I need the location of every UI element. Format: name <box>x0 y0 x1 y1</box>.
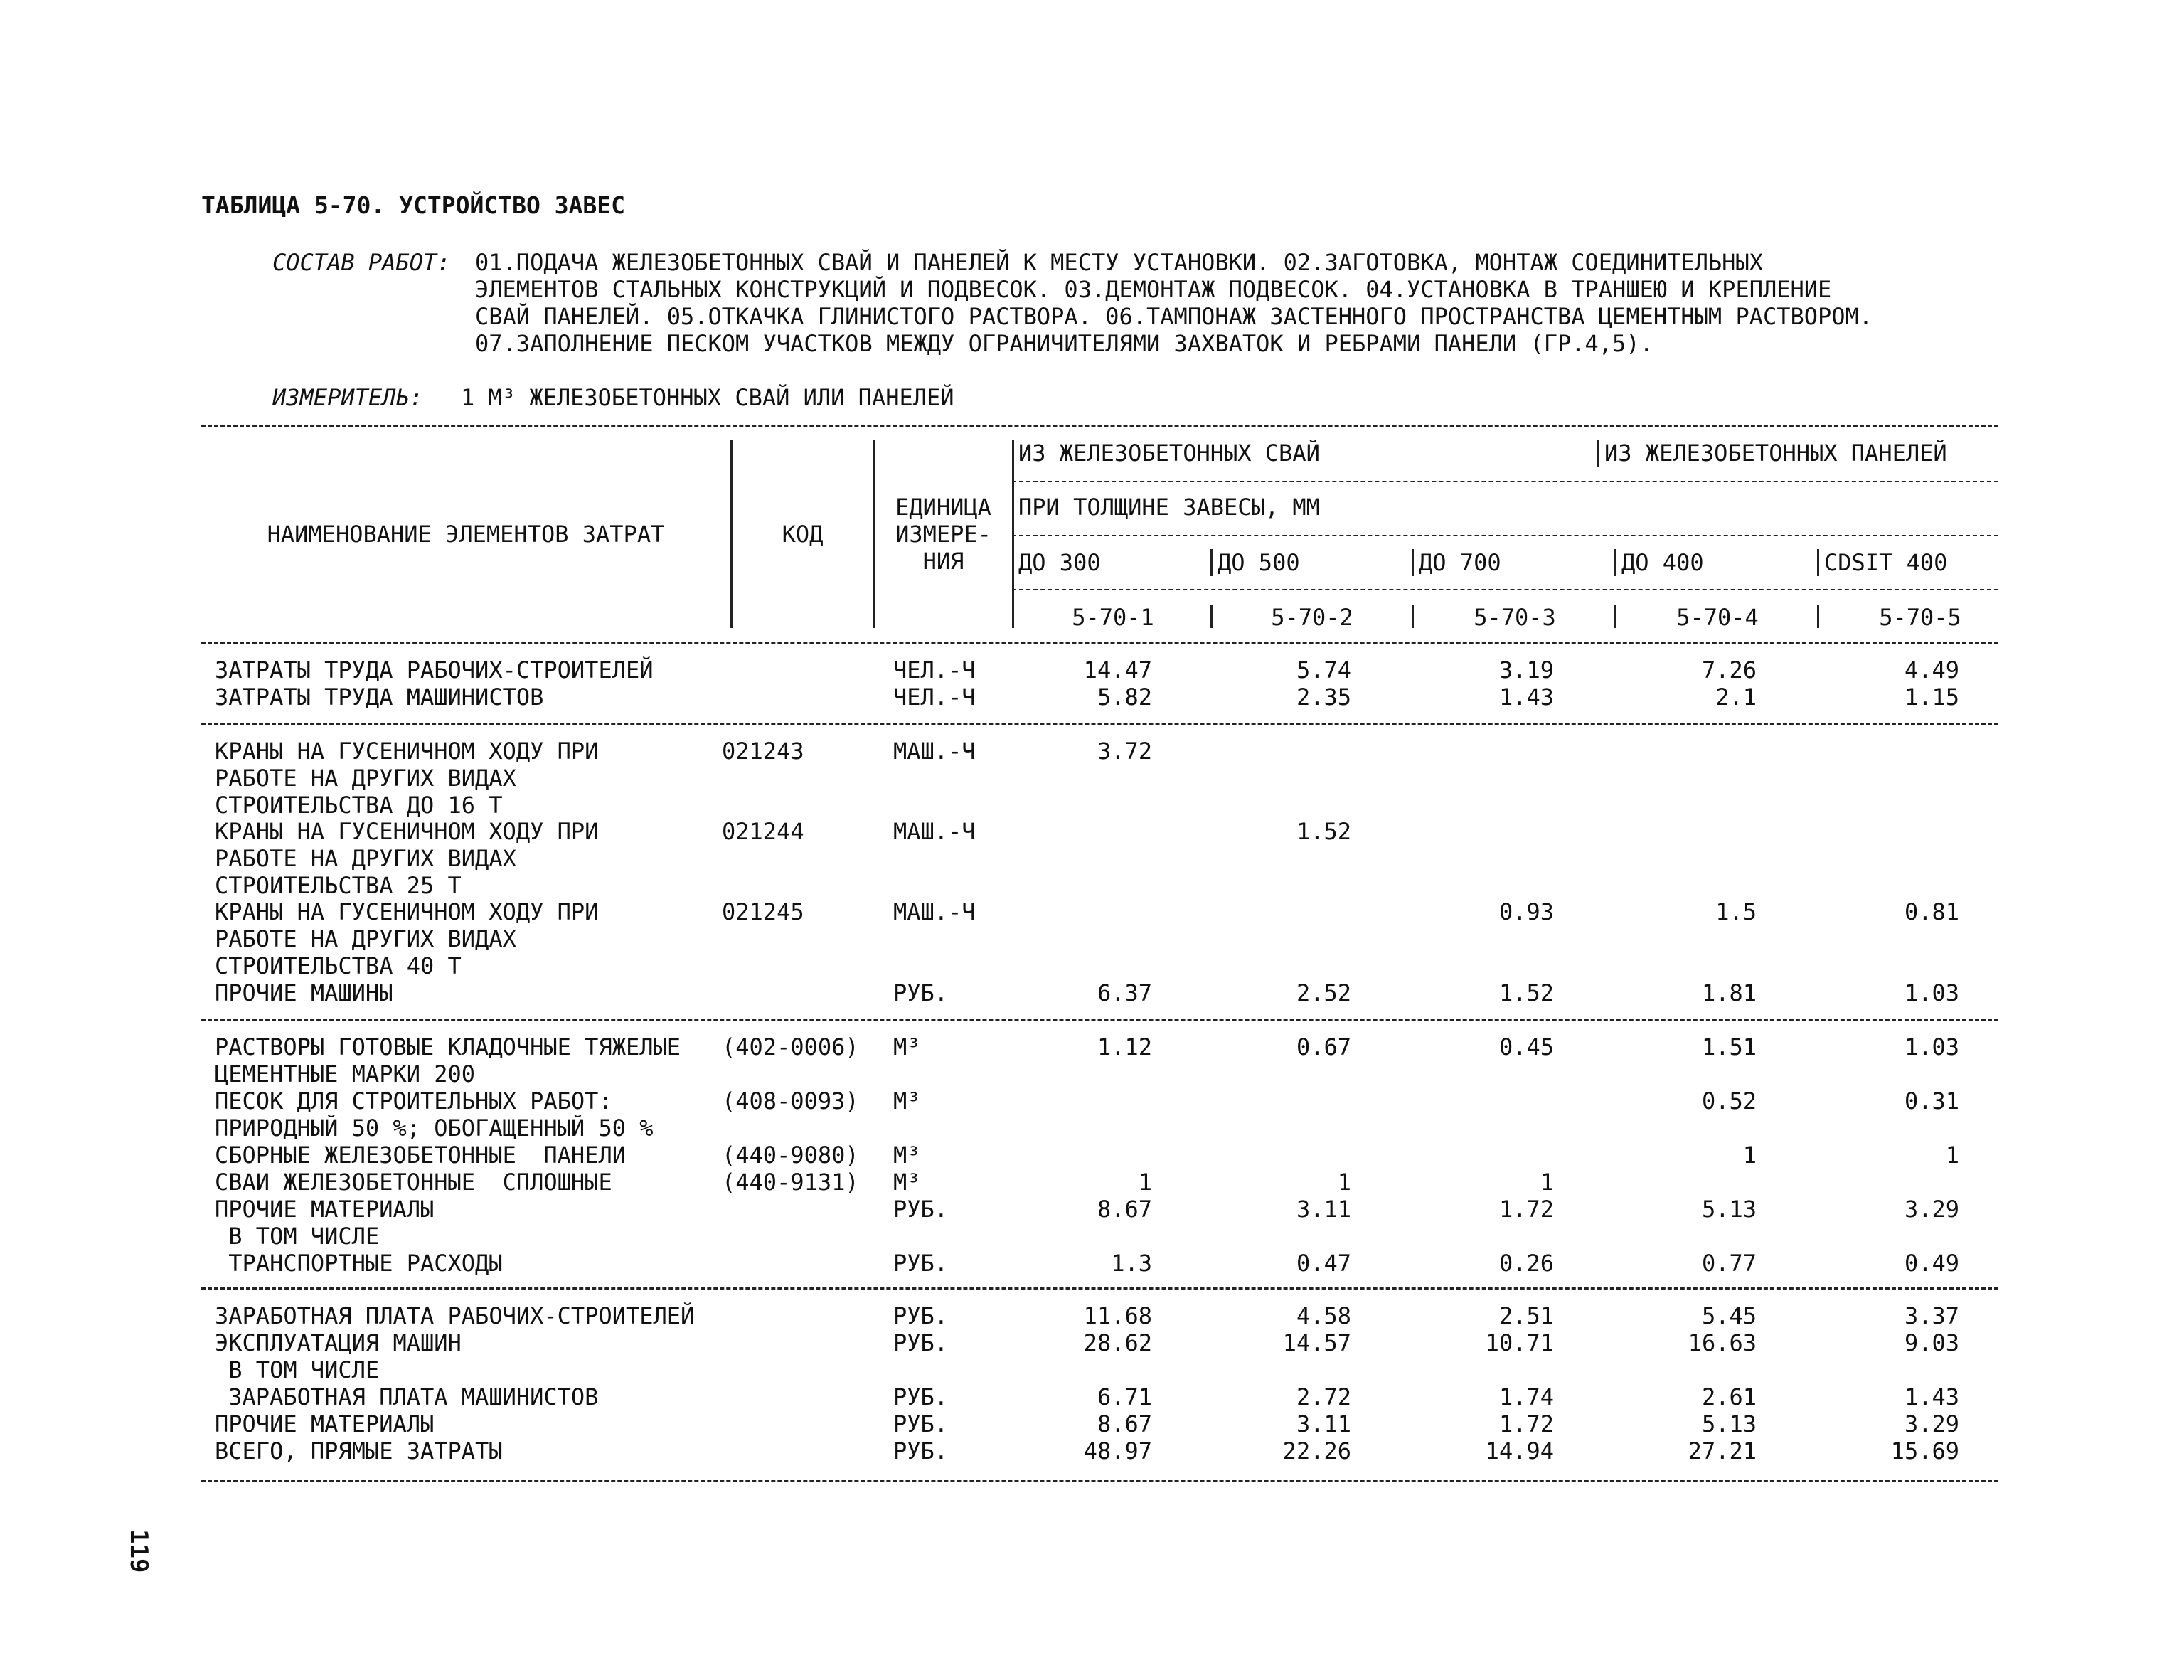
table-top-rule <box>201 425 1998 427</box>
row-unit: РУБ. <box>893 1250 949 1277</box>
header-bottom-rule <box>201 642 1998 644</box>
header-rule <box>1012 481 1998 482</box>
row-value: 1.12 <box>1097 1033 1152 1060</box>
row-value: 14.57 <box>1282 1329 1351 1356</box>
row-name: КРАНЫ НА ГУСЕНИЧНОМ ХОДУ ПРИ <box>215 818 599 845</box>
header-code: 5-70-4 <box>1676 604 1759 631</box>
row-name: В ТОМ ЧИСЛЕ <box>215 1223 380 1250</box>
row-name: ПРОЧИЕ МАТЕРИАЛЫ <box>215 1410 435 1437</box>
row-value: 2.1 <box>1715 684 1757 711</box>
row-value: 6.71 <box>1097 1383 1152 1410</box>
row-value: 0.52 <box>1701 1088 1757 1115</box>
row-value: 0.67 <box>1296 1033 1351 1060</box>
column-divider <box>1012 440 1014 628</box>
row-value: 1 <box>1138 1169 1152 1196</box>
row-value: 0.49 <box>1904 1250 1959 1277</box>
row-name: ТРАНСПОРТНЫЕ РАСХОДЫ <box>215 1250 503 1277</box>
row-value: 2.51 <box>1498 1302 1554 1329</box>
row-value: 16.63 <box>1688 1329 1757 1356</box>
column-divider <box>1412 549 1414 576</box>
row-value: 1.5 <box>1715 898 1757 925</box>
row-value: 3.29 <box>1904 1196 1959 1223</box>
row-value: 3.19 <box>1498 656 1554 684</box>
header-code: 5-70-2 <box>1271 604 1353 631</box>
row-value: 14.94 <box>1485 1437 1554 1464</box>
header-thickness: ПРИ ТОЛЩИНЕ ЗАВЕСЫ, ММ <box>1018 494 1320 521</box>
row-value: 28.62 <box>1083 1329 1152 1356</box>
row-value: 22.26 <box>1282 1437 1351 1464</box>
row-value: 4.49 <box>1904 656 1959 684</box>
header-subcolumn: ДО 500 <box>1218 549 1300 576</box>
row-value: 2.72 <box>1296 1383 1351 1410</box>
row-code: 021244 <box>722 818 804 845</box>
row-name: СТРОИТЕЛЬСТВА ДО 16 Т <box>215 792 503 819</box>
column-divider <box>1817 605 1819 628</box>
row-value: 5.13 <box>1701 1196 1757 1223</box>
row-value: 8.67 <box>1097 1410 1152 1437</box>
row-name: В ТОМ ЧИСЛЕ <box>215 1356 380 1383</box>
row-value: 48.97 <box>1083 1437 1152 1464</box>
row-value: 0.31 <box>1904 1088 1959 1115</box>
row-name: РАСТВОРЫ ГОТОВЫЕ КЛАДОЧНЫЕ ТЯЖЕЛЫЕ <box>215 1033 681 1060</box>
composition-label: СОСТАВ РАБОТ: <box>272 249 451 276</box>
row-value: 1.43 <box>1498 684 1554 711</box>
row-value: 1 <box>1742 1142 1757 1169</box>
row-code: (440-9131) <box>722 1169 859 1196</box>
row-name: ПЕСОК ДЛЯ СТРОИТЕЛЬНЫХ РАБОТ: <box>215 1088 612 1115</box>
row-value: 5.45 <box>1701 1302 1757 1329</box>
header-subcolumn: ДО 300 <box>1018 549 1101 576</box>
row-value: 15.69 <box>1890 1437 1959 1464</box>
row-unit: М³ <box>893 1088 921 1115</box>
row-value: 1.72 <box>1498 1410 1554 1437</box>
row-value: 2.61 <box>1701 1383 1757 1410</box>
row-name: РАБОТЕ НА ДРУГИХ ВИДАХ <box>215 845 516 872</box>
header-code: 5-70-5 <box>1879 604 1961 631</box>
column-divider <box>1817 549 1819 576</box>
measure-label: ИЗМЕРИТЕЛЬ: <box>272 384 423 411</box>
row-value: 1 <box>1337 1169 1351 1196</box>
row-value: 1.03 <box>1904 1033 1959 1060</box>
table-title: ТАБЛИЦА 5-70. УСТРОЙСТВО ЗАВЕС <box>201 191 626 219</box>
row-value: 1.52 <box>1296 818 1351 845</box>
header-rule <box>1012 589 1998 590</box>
row-value: 0.81 <box>1904 898 1959 925</box>
header-unit-column: ИЗМЕРЕ- <box>895 521 991 548</box>
row-unit: РУБ. <box>893 1329 949 1356</box>
row-value: 1.3 <box>1111 1250 1152 1277</box>
row-value: 1.72 <box>1498 1196 1554 1223</box>
row-name: СВАИ ЖЕЛЕЗОБЕТОННЫЕ СПЛОШНЫЕ <box>215 1169 612 1196</box>
row-value: 5.82 <box>1097 684 1152 711</box>
row-value: 1.03 <box>1904 979 1959 1006</box>
section-rule <box>201 1287 1998 1290</box>
row-name: КРАНЫ НА ГУСЕНИЧНОМ ХОДУ ПРИ <box>215 898 599 925</box>
row-value: 14.47 <box>1083 656 1152 684</box>
section-rule <box>201 1019 1998 1021</box>
row-name: СТРОИТЕЛЬСТВА 40 Т <box>215 952 462 979</box>
header-code: 5-70-3 <box>1474 604 1556 631</box>
row-code: (402-0006) <box>722 1033 859 1060</box>
row-value: 1 <box>1540 1169 1554 1196</box>
row-value: 9.03 <box>1904 1329 1959 1356</box>
row-value: 3.29 <box>1904 1410 1959 1437</box>
row-value: 0.47 <box>1296 1250 1351 1277</box>
composition-line: 01.ПОДАЧА ЖЕЛЕЗОБЕТОННЫХ СВАЙ И ПАНЕЛЕЙ К МЕСТУ УСТАНОВКИ. 02.ЗАГОТОВКА, МОНТАЖ СОЕДИНИТЕЛЬНЫХ <box>475 249 1763 276</box>
row-value: 3.11 <box>1296 1196 1351 1223</box>
row-unit: РУБ. <box>893 1302 949 1329</box>
row-name: ЭКСПЛУАТАЦИЯ МАШИН <box>215 1329 462 1356</box>
row-name: ЦЕМЕНТНЫЕ МАРКИ 200 <box>215 1060 476 1088</box>
row-value: 0.45 <box>1498 1033 1554 1060</box>
row-unit: МАШ.-Ч <box>893 818 976 845</box>
header-subcolumn: ДО 400 <box>1621 549 1704 576</box>
header-subcolumn: ДО 700 <box>1419 549 1501 576</box>
row-value: 10.71 <box>1485 1329 1554 1356</box>
row-unit: М³ <box>893 1033 921 1060</box>
row-name: РАБОТЕ НА ДРУГИХ ВИДАХ <box>215 925 516 952</box>
row-name: ПРОЧИЕ МАТЕРИАЛЫ <box>215 1196 435 1223</box>
row-name: ПРИРОДНЫЙ 50 %; ОБОГАЩЕННЫЙ 50 % <box>215 1115 654 1142</box>
row-value: 1.51 <box>1701 1033 1757 1060</box>
row-value: 1.15 <box>1904 684 1959 711</box>
row-value: 1.52 <box>1498 979 1554 1006</box>
header-code: 5-70-1 <box>1072 604 1154 631</box>
header-code-column: КОД <box>782 521 824 548</box>
header-subcolumn: CDSIT 400 <box>1824 549 1948 576</box>
header-unit-column: ЕДИНИЦА <box>895 494 991 521</box>
row-unit: М³ <box>893 1142 921 1169</box>
composition-line: ЭЛЕМЕНТОВ СТАЛЬНЫХ КОНСТРУКЦИЙ И ПОДВЕСОК. 03.ДЕМОНТАЖ ПОДВЕСОК. 04.УСТАНОВКА В ТРАНШЕЮ И КРЕПЛЕНИЕ <box>475 276 1832 303</box>
column-divider <box>1597 440 1599 467</box>
column-divider <box>1210 549 1213 576</box>
row-unit: ЧЕЛ.-Ч <box>893 656 976 684</box>
row-name: ПРОЧИЕ МАШИНЫ <box>215 979 393 1006</box>
row-value: 4.58 <box>1296 1302 1351 1329</box>
row-value: 3.72 <box>1097 738 1152 765</box>
row-value: 5.74 <box>1296 656 1351 684</box>
row-value: 2.35 <box>1296 684 1351 711</box>
column-divider <box>1412 605 1414 628</box>
row-value: 2.52 <box>1296 979 1351 1006</box>
row-name: РАБОТЕ НА ДРУГИХ ВИДАХ <box>215 765 516 792</box>
row-value: 1.74 <box>1498 1383 1554 1410</box>
page-number: 119 <box>124 1529 153 1573</box>
column-divider <box>1614 605 1616 628</box>
row-name: СБОРНЫЕ ЖЕЛЕЗОБЕТОННЫЕ ПАНЕЛИ <box>215 1142 626 1169</box>
row-unit: РУБ. <box>893 1383 949 1410</box>
row-unit: МАШ.-Ч <box>893 898 976 925</box>
row-value: 27.21 <box>1688 1437 1757 1464</box>
row-value: 1.81 <box>1701 979 1757 1006</box>
section-rule <box>201 723 1998 725</box>
header-name-column: НАИМЕНОВАНИЕ ЭЛЕМЕНТОВ ЗАТРАТ <box>267 521 665 548</box>
row-code: (440-9080) <box>722 1142 859 1169</box>
header-group-panels: ИЗ ЖЕЛЕЗОБЕТОННЫХ ПАНЕЛЕЙ <box>1604 440 1947 467</box>
row-code: 021243 <box>722 738 804 765</box>
composition-line: 07.ЗАПОЛНЕНИЕ ПЕСКОМ УЧАСТКОВ МЕЖДУ ОГРАНИЧИТЕЛЯМИ ЗАХВАТОК И РЕБРАМИ ПАНЕЛИ (ГР.4,5). <box>475 330 1653 357</box>
header-group-piles: ИЗ ЖЕЛЕЗОБЕТОННЫХ СВАЙ <box>1018 440 1320 467</box>
row-value: 3.11 <box>1296 1410 1351 1437</box>
row-name: КРАНЫ НА ГУСЕНИЧНОМ ХОДУ ПРИ <box>215 738 599 765</box>
composition-line: СВАЙ ПАНЕЛЕЙ. 05.ОТКАЧКА ГЛИНИСТОГО РАСТВОРА. 06.ТАМПОНАЖ ЗАСТЕННОГО ПРОСТРАНСТВА ЦЕМЕНТНЫМ РАСТВОРОМ. <box>475 303 1873 330</box>
row-code: (408-0093) <box>722 1088 859 1115</box>
row-value: 1 <box>1945 1142 1959 1169</box>
row-unit: М³ <box>893 1169 921 1196</box>
row-value: 6.37 <box>1097 979 1152 1006</box>
column-divider <box>1210 605 1213 628</box>
column-divider <box>1614 549 1616 576</box>
row-unit: МАШ.-Ч <box>893 738 976 765</box>
row-unit: РУБ. <box>893 1437 949 1464</box>
row-value: 11.68 <box>1083 1302 1152 1329</box>
row-value: 0.93 <box>1498 898 1554 925</box>
row-name: ЗАРАБОТНАЯ ПЛАТА МАШИНИСТОВ <box>215 1383 599 1410</box>
row-name: ЗАТРАТЫ ТРУДА РАБОЧИХ-СТРОИТЕЛЕЙ <box>215 656 654 684</box>
row-unit: РУБ. <box>893 979 949 1006</box>
row-value: 0.77 <box>1701 1250 1757 1277</box>
row-unit: ЧЕЛ.-Ч <box>893 684 976 711</box>
row-value: 1.43 <box>1904 1383 1959 1410</box>
row-name: ЗАТРАТЫ ТРУДА МАШИНИСТОВ <box>215 684 544 711</box>
row-value: 8.67 <box>1097 1196 1152 1223</box>
table-bottom-rule <box>201 1480 1998 1482</box>
row-name: ВСЕГО, ПРЯМЫЕ ЗАТРАТЫ <box>215 1437 503 1464</box>
row-unit: РУБ. <box>893 1196 949 1223</box>
row-code: 021245 <box>722 898 804 925</box>
row-name: ЗАРАБОТНАЯ ПЛАТА РАБОЧИХ-СТРОИТЕЛЕЙ <box>215 1302 695 1329</box>
header-unit-column: НИЯ <box>922 548 964 575</box>
row-unit: РУБ. <box>893 1410 949 1437</box>
row-name: СТРОИТЕЛЬСТВА 25 Т <box>215 872 462 899</box>
row-value: 3.37 <box>1904 1302 1959 1329</box>
row-value: 0.26 <box>1498 1250 1554 1277</box>
measure-value: 1 М³ ЖЕЛЕЗОБЕТОННЫХ СВАЙ ИЛИ ПАНЕЛЕЙ <box>461 384 954 411</box>
row-value: 5.13 <box>1701 1410 1757 1437</box>
header-rule <box>1012 535 1998 536</box>
row-value: 7.26 <box>1701 656 1757 684</box>
